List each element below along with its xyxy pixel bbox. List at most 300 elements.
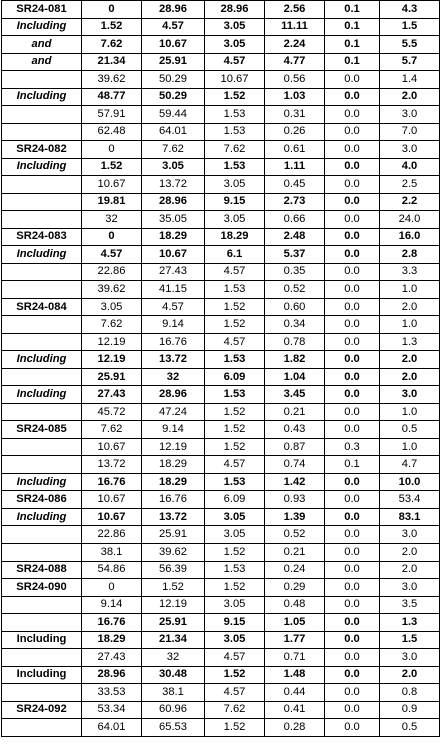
interval-cell: 28.96 <box>205 1 265 19</box>
grade-a-cell: 0.66 <box>265 211 325 229</box>
interval-cell: 1.52 <box>205 666 265 684</box>
table-row <box>2 316 440 334</box>
grade-a-cell: 5.37 <box>265 246 325 264</box>
table-row <box>2 684 440 702</box>
grade-c-cell: 2.5 <box>380 176 440 194</box>
to-cell: 16.76 <box>142 333 205 351</box>
grade-a-cell: 0.31 <box>265 106 325 124</box>
from-cell: 62.48 <box>82 123 142 141</box>
from-cell: 16.76 <box>82 614 142 632</box>
grade-b-cell: 0.0 <box>325 368 380 386</box>
from-cell: 0 <box>82 1 142 19</box>
from-cell: 1.52 <box>82 18 142 36</box>
from-cell: 13.72 <box>82 456 142 474</box>
hole-id-cell: SR24-090 <box>2 579 82 597</box>
interval-cell: 1.52 <box>205 579 265 597</box>
interval-cell: 1.53 <box>205 473 265 491</box>
grade-c-cell: 2.0 <box>380 543 440 561</box>
interval-cell: 6.1 <box>205 246 265 264</box>
interval-label-cell: Including <box>2 88 82 106</box>
grade-b-cell: 0.0 <box>325 719 380 737</box>
grade-a-cell: 0.21 <box>265 543 325 561</box>
table-row <box>2 579 440 597</box>
interval-cell: 3.05 <box>205 526 265 544</box>
from-cell: 21.34 <box>82 53 142 71</box>
grade-c-cell: 1.0 <box>380 316 440 334</box>
interval-label-cell <box>2 176 82 194</box>
from-cell: 25.91 <box>82 368 142 386</box>
interval-cell: 1.52 <box>205 438 265 456</box>
grade-b-cell: 0.0 <box>325 176 380 194</box>
interval-cell: 1.53 <box>205 281 265 299</box>
table-row <box>2 141 440 159</box>
table-row <box>2 351 440 369</box>
interval-cell: 1.53 <box>205 158 265 176</box>
grade-b-cell: 0.0 <box>325 228 380 246</box>
grade-a-cell: 0.61 <box>265 141 325 159</box>
grade-b-cell: 0.0 <box>325 631 380 649</box>
grade-b-cell: 0.0 <box>325 351 380 369</box>
grade-a-cell: 0.35 <box>265 263 325 281</box>
grade-a-cell: 0.78 <box>265 333 325 351</box>
interval-label-cell <box>2 719 82 737</box>
from-cell: 12.19 <box>82 351 142 369</box>
interval-label-cell <box>2 649 82 667</box>
grade-b-cell: 0.0 <box>325 614 380 632</box>
grade-c-cell: 7.0 <box>380 123 440 141</box>
interval-label-cell: Including <box>2 666 82 684</box>
grade-b-cell: 0.0 <box>325 263 380 281</box>
grade-c-cell: 1.0 <box>380 281 440 299</box>
interval-cell: 3.05 <box>205 508 265 526</box>
interval-cell: 4.57 <box>205 333 265 351</box>
grade-c-cell: 0.8 <box>380 684 440 702</box>
grade-c-cell: 1.3 <box>380 614 440 632</box>
from-cell: 64.01 <box>82 719 142 737</box>
to-cell: 39.62 <box>142 543 205 561</box>
to-cell: 41.15 <box>142 281 205 299</box>
grade-a-cell: 0.93 <box>265 491 325 509</box>
from-cell: 32 <box>82 211 142 229</box>
to-cell: 7.62 <box>142 141 205 159</box>
interval-label-cell <box>2 438 82 456</box>
grade-a-cell: 1.82 <box>265 351 325 369</box>
grade-a-cell: 1.11 <box>265 158 325 176</box>
to-cell: 18.29 <box>142 456 205 474</box>
from-cell: 0 <box>82 141 142 159</box>
grade-b-cell: 0.0 <box>325 421 380 439</box>
grade-b-cell: 0.0 <box>325 403 380 421</box>
grade-a-cell: 0.60 <box>265 298 325 316</box>
table-row <box>2 456 440 474</box>
grade-a-cell: 0.48 <box>265 596 325 614</box>
interval-cell: 1.53 <box>205 351 265 369</box>
table-row <box>2 421 440 439</box>
interval-cell: 1.53 <box>205 106 265 124</box>
table-row <box>2 36 440 54</box>
interval-label-cell: Including <box>2 18 82 36</box>
interval-cell: 1.52 <box>205 421 265 439</box>
interval-label-cell <box>2 281 82 299</box>
grade-a-cell: 0.24 <box>265 561 325 579</box>
from-cell: 45.72 <box>82 403 142 421</box>
to-cell: 35.05 <box>142 211 205 229</box>
hole-id-cell: SR24-082 <box>2 141 82 159</box>
grade-c-cell: 3.5 <box>380 596 440 614</box>
hole-id-cell: SR24-083 <box>2 228 82 246</box>
grade-a-cell: 1.39 <box>265 508 325 526</box>
grade-b-cell: 0.0 <box>325 281 380 299</box>
grade-b-cell: 0.0 <box>325 666 380 684</box>
grade-c-cell: 3.0 <box>380 386 440 404</box>
interval-label-cell <box>2 211 82 229</box>
grade-b-cell: 0.0 <box>325 123 380 141</box>
hole-id-cell: SR24-084 <box>2 298 82 316</box>
grade-b-cell: 0.0 <box>325 543 380 561</box>
from-cell: 3.05 <box>82 298 142 316</box>
to-cell: 13.72 <box>142 351 205 369</box>
grade-c-cell: 2.8 <box>380 246 440 264</box>
to-cell: 1.52 <box>142 579 205 597</box>
table-row <box>2 228 440 246</box>
grade-a-cell: 0.87 <box>265 438 325 456</box>
grade-a-cell: 2.73 <box>265 193 325 211</box>
interval-cell: 1.52 <box>205 316 265 334</box>
from-cell: 38.1 <box>82 543 142 561</box>
grade-b-cell: 0.0 <box>325 649 380 667</box>
grade-a-cell: 0.45 <box>265 176 325 194</box>
grade-c-cell: 3.0 <box>380 106 440 124</box>
from-cell: 10.67 <box>82 438 142 456</box>
interval-label-cell <box>2 106 82 124</box>
table-row <box>2 596 440 614</box>
from-cell: 27.43 <box>82 649 142 667</box>
table-row <box>2 71 440 89</box>
table-row <box>2 176 440 194</box>
interval-label-cell: Including <box>2 386 82 404</box>
interval-cell: 3.05 <box>205 36 265 54</box>
grade-b-cell: 0.1 <box>325 53 380 71</box>
grade-c-cell: 3.0 <box>380 579 440 597</box>
table-row <box>2 211 440 229</box>
table-row <box>2 649 440 667</box>
grade-c-cell: 10.0 <box>380 473 440 491</box>
to-cell: 4.57 <box>142 298 205 316</box>
grade-c-cell: 4.3 <box>380 1 440 19</box>
grade-c-cell: 24.0 <box>380 211 440 229</box>
grade-a-cell: 0.21 <box>265 403 325 421</box>
grade-c-cell: 5.5 <box>380 36 440 54</box>
from-cell: 53.34 <box>82 701 142 719</box>
from-cell: 7.62 <box>82 316 142 334</box>
grade-b-cell: 0.0 <box>325 701 380 719</box>
from-cell: 22.86 <box>82 263 142 281</box>
interval-label-cell <box>2 333 82 351</box>
from-cell: 33.53 <box>82 684 142 702</box>
grade-a-cell: 0.71 <box>265 649 325 667</box>
from-cell: 9.14 <box>82 596 142 614</box>
table-row <box>2 1 440 19</box>
table-row <box>2 123 440 141</box>
assay-table-body <box>2 1 440 737</box>
to-cell: 18.29 <box>142 473 205 491</box>
to-cell: 30.48 <box>142 666 205 684</box>
grade-c-cell: 3.0 <box>380 526 440 544</box>
grade-b-cell: 0.0 <box>325 386 380 404</box>
interval-label-cell: Including <box>2 351 82 369</box>
grade-b-cell: 0.0 <box>325 491 380 509</box>
table-row <box>2 508 440 526</box>
interval-cell: 1.53 <box>205 386 265 404</box>
table-row <box>2 561 440 579</box>
table-row <box>2 386 440 404</box>
from-cell: 10.67 <box>82 176 142 194</box>
assay-results-table <box>1 0 440 737</box>
to-cell: 38.1 <box>142 684 205 702</box>
interval-cell: 1.53 <box>205 123 265 141</box>
to-cell: 16.76 <box>142 491 205 509</box>
grade-b-cell: 0.1 <box>325 18 380 36</box>
grade-c-cell: 0.5 <box>380 719 440 737</box>
grade-a-cell: 11.11 <box>265 18 325 36</box>
interval-cell: 18.29 <box>205 228 265 246</box>
grade-b-cell: 0.0 <box>325 684 380 702</box>
to-cell: 10.67 <box>142 246 205 264</box>
interval-label-cell: Including <box>2 631 82 649</box>
from-cell: 7.62 <box>82 421 142 439</box>
grade-b-cell: 0.0 <box>325 106 380 124</box>
table-row <box>2 158 440 176</box>
table-row <box>2 88 440 106</box>
hole-id-cell: SR24-085 <box>2 421 82 439</box>
interval-label-cell: and <box>2 53 82 71</box>
grade-a-cell: 0.28 <box>265 719 325 737</box>
table-row <box>2 298 440 316</box>
hole-id-cell: SR24-086 <box>2 491 82 509</box>
interval-cell: 7.62 <box>205 141 265 159</box>
table-row <box>2 263 440 281</box>
to-cell: 32 <box>142 368 205 386</box>
from-cell: 57.91 <box>82 106 142 124</box>
table-row <box>2 53 440 71</box>
interval-cell: 4.57 <box>205 263 265 281</box>
to-cell: 50.29 <box>142 88 205 106</box>
grade-c-cell: 2.0 <box>380 368 440 386</box>
interval-label-cell: Including <box>2 158 82 176</box>
to-cell: 13.72 <box>142 176 205 194</box>
interval-label-cell <box>2 263 82 281</box>
grade-b-cell: 0.0 <box>325 508 380 526</box>
grade-c-cell: 3.0 <box>380 141 440 159</box>
grade-a-cell: 3.45 <box>265 386 325 404</box>
interval-label-cell <box>2 316 82 334</box>
grade-c-cell: 1.5 <box>380 18 440 36</box>
interval-label-cell <box>2 403 82 421</box>
grade-a-cell: 2.56 <box>265 1 325 19</box>
interval-label-cell: and <box>2 36 82 54</box>
grade-c-cell: 1.5 <box>380 631 440 649</box>
from-cell: 39.62 <box>82 71 142 89</box>
grade-b-cell: 0.0 <box>325 246 380 264</box>
grade-c-cell: 3.0 <box>380 649 440 667</box>
to-cell: 13.72 <box>142 508 205 526</box>
grade-b-cell: 0.0 <box>325 561 380 579</box>
to-cell: 28.96 <box>142 1 205 19</box>
table-row <box>2 368 440 386</box>
to-cell: 25.91 <box>142 53 205 71</box>
interval-label-cell: Including <box>2 508 82 526</box>
grade-b-cell: 0.0 <box>325 333 380 351</box>
to-cell: 64.01 <box>142 123 205 141</box>
table-row <box>2 631 440 649</box>
grade-c-cell: 4.0 <box>380 158 440 176</box>
from-cell: 22.86 <box>82 526 142 544</box>
to-cell: 18.29 <box>142 228 205 246</box>
grade-c-cell: 2.0 <box>380 298 440 316</box>
table-row <box>2 403 440 421</box>
from-cell: 1.52 <box>82 158 142 176</box>
grade-c-cell: 1.4 <box>380 71 440 89</box>
grade-a-cell: 0.44 <box>265 684 325 702</box>
grade-c-cell: 2.2 <box>380 193 440 211</box>
grade-c-cell: 2.0 <box>380 666 440 684</box>
hole-id-cell: SR24-092 <box>2 701 82 719</box>
grade-a-cell: 0.26 <box>265 123 325 141</box>
to-cell: 28.96 <box>142 386 205 404</box>
grade-b-cell: 0.0 <box>325 596 380 614</box>
grade-a-cell: 1.48 <box>265 666 325 684</box>
interval-label-cell <box>2 614 82 632</box>
from-cell: 54.86 <box>82 561 142 579</box>
table-row <box>2 18 440 36</box>
interval-cell: 1.52 <box>205 719 265 737</box>
to-cell: 65.53 <box>142 719 205 737</box>
grade-b-cell: 0.0 <box>325 141 380 159</box>
hole-id-cell: SR24-088 <box>2 561 82 579</box>
to-cell: 28.96 <box>142 193 205 211</box>
table-row <box>2 281 440 299</box>
to-cell: 21.34 <box>142 631 205 649</box>
table-row <box>2 246 440 264</box>
grade-b-cell: 0.0 <box>325 158 380 176</box>
interval-cell: 1.52 <box>205 88 265 106</box>
to-cell: 59.44 <box>142 106 205 124</box>
grade-b-cell: 0.0 <box>325 579 380 597</box>
interval-label-cell <box>2 596 82 614</box>
grade-a-cell: 0.74 <box>265 456 325 474</box>
grade-c-cell: 4.7 <box>380 456 440 474</box>
interval-label-cell <box>2 543 82 561</box>
to-cell: 25.91 <box>142 526 205 544</box>
interval-cell: 3.05 <box>205 596 265 614</box>
to-cell: 27.43 <box>142 263 205 281</box>
to-cell: 10.67 <box>142 36 205 54</box>
grade-b-cell: 0.0 <box>325 71 380 89</box>
grade-c-cell: 0.9 <box>380 701 440 719</box>
grade-b-cell: 0.0 <box>325 298 380 316</box>
to-cell: 12.19 <box>142 596 205 614</box>
grade-a-cell: 2.24 <box>265 36 325 54</box>
to-cell: 32 <box>142 649 205 667</box>
table-row <box>2 106 440 124</box>
interval-cell: 9.15 <box>205 193 265 211</box>
from-cell: 39.62 <box>82 281 142 299</box>
from-cell: 0 <box>82 579 142 597</box>
interval-label-cell: Including <box>2 473 82 491</box>
grade-a-cell: 1.04 <box>265 368 325 386</box>
grade-c-cell: 0.5 <box>380 421 440 439</box>
from-cell: 10.67 <box>82 508 142 526</box>
to-cell: 25.91 <box>142 614 205 632</box>
to-cell: 56.39 <box>142 561 205 579</box>
grade-b-cell: 0.0 <box>325 88 380 106</box>
table-row <box>2 614 440 632</box>
table-row <box>2 193 440 211</box>
from-cell: 12.19 <box>82 333 142 351</box>
from-cell: 0 <box>82 228 142 246</box>
interval-cell: 3.05 <box>205 631 265 649</box>
grade-a-cell: 1.77 <box>265 631 325 649</box>
table-row <box>2 438 440 456</box>
interval-cell: 4.57 <box>205 649 265 667</box>
to-cell: 4.57 <box>142 18 205 36</box>
interval-label-cell: Including <box>2 246 82 264</box>
interval-label-cell <box>2 456 82 474</box>
to-cell: 47.24 <box>142 403 205 421</box>
grade-a-cell: 0.41 <box>265 701 325 719</box>
grade-a-cell: 4.77 <box>265 53 325 71</box>
interval-cell: 1.52 <box>205 298 265 316</box>
grade-b-cell: 0.1 <box>325 36 380 54</box>
interval-cell: 3.05 <box>205 211 265 229</box>
grade-b-cell: 0.0 <box>325 316 380 334</box>
grade-a-cell: 0.34 <box>265 316 325 334</box>
from-cell: 28.96 <box>82 666 142 684</box>
grade-a-cell: 0.52 <box>265 526 325 544</box>
grade-c-cell: 1.0 <box>380 403 440 421</box>
grade-a-cell: 1.05 <box>265 614 325 632</box>
grade-b-cell: 0.0 <box>325 211 380 229</box>
to-cell: 50.29 <box>142 71 205 89</box>
grade-c-cell: 2.0 <box>380 88 440 106</box>
interval-cell: 10.67 <box>205 71 265 89</box>
hole-id-cell: SR24-081 <box>2 1 82 19</box>
table-row <box>2 333 440 351</box>
interval-cell: 3.05 <box>205 18 265 36</box>
interval-cell: 4.57 <box>205 684 265 702</box>
grade-c-cell: 1.0 <box>380 438 440 456</box>
grade-b-cell: 0.3 <box>325 438 380 456</box>
grade-a-cell: 0.29 <box>265 579 325 597</box>
table-row <box>2 666 440 684</box>
interval-cell: 3.05 <box>205 176 265 194</box>
interval-cell: 4.57 <box>205 53 265 71</box>
grade-b-cell: 0.1 <box>325 1 380 19</box>
interval-label-cell <box>2 71 82 89</box>
grade-c-cell: 2.0 <box>380 561 440 579</box>
interval-label-cell <box>2 684 82 702</box>
grade-c-cell: 1.3 <box>380 333 440 351</box>
grade-a-cell: 2.48 <box>265 228 325 246</box>
grade-a-cell: 0.56 <box>265 71 325 89</box>
grade-c-cell: 5.7 <box>380 53 440 71</box>
from-cell: 7.62 <box>82 36 142 54</box>
grade-b-cell: 0.0 <box>325 473 380 491</box>
to-cell: 60.96 <box>142 701 205 719</box>
interval-cell: 4.57 <box>205 456 265 474</box>
from-cell: 4.57 <box>82 246 142 264</box>
grade-a-cell: 0.43 <box>265 421 325 439</box>
